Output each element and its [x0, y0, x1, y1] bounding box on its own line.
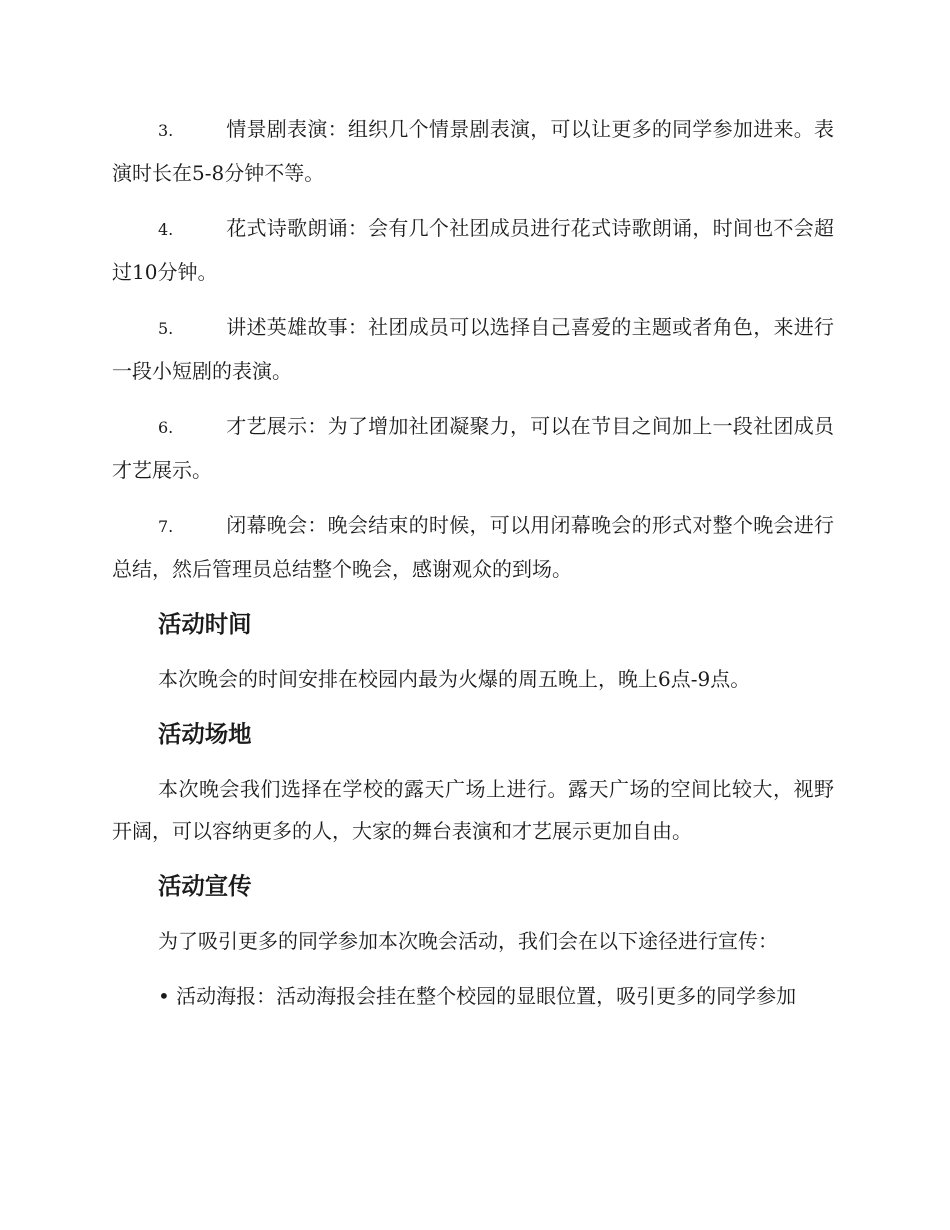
bullet-item-poster: • 活动海报：活动海报会挂在整个校园的显眼位置，吸引更多的同学参加	[158, 984, 797, 1008]
list-number: 4.	[158, 220, 174, 239]
list-text: 花式诗歌朗诵：会有几个社团成员进行花式诗歌朗诵，时间也不会超过10分钟。	[112, 216, 834, 284]
list-text: 情景剧表演：组织几个情景剧表演，可以让更多的同学参加进来。表演时长在5-8分钟不等。	[112, 117, 834, 185]
list-item	[112, 405, 834, 491]
list-item	[112, 207, 834, 293]
list-number: 7.	[158, 517, 174, 536]
list-item	[112, 504, 834, 590]
section-heading-promotion: 活动宣传	[158, 872, 252, 900]
list-number: 6.	[158, 418, 174, 437]
section-body-time: 本次晚会的时间安排在校园内最为火爆的周五晚上，晚上6点-9点。	[158, 667, 751, 691]
section-body-promotion: 为了吸引更多的同学参加本次晚会活动，我们会在以下途径进行宣传：	[158, 929, 778, 953]
list-text: 讲述英雄故事：社团成员可以选择自己喜爱的主题或者角色，来进行一段小短剧的表演。	[112, 315, 834, 383]
section-heading-venue: 活动场地	[158, 720, 252, 748]
list-text: 闭幕晚会：晚会结束的时候，可以用闭幕晚会的形式对整个晚会进行总结，然后管理员总结整个晚会，感谢观众的到场。	[112, 513, 834, 581]
list-number: 5.	[158, 319, 174, 338]
list-text: 才艺展示：为了增加社团凝聚力，可以在节目之间加上一段社团成员才艺展示。	[112, 414, 834, 482]
list-item	[112, 306, 834, 392]
document-page	[112, 108, 834, 1030]
section-body-venue: 本次晚会我们选择在学校的露天广场上进行。露天广场的空间比较大，视野开阔，可以容纳更多的人，大家的舞台表演和才艺展示更加自由。	[112, 777, 834, 843]
list-item	[112, 108, 834, 194]
section-heading-time: 活动时间	[158, 610, 252, 638]
list-number: 3.	[158, 121, 174, 140]
